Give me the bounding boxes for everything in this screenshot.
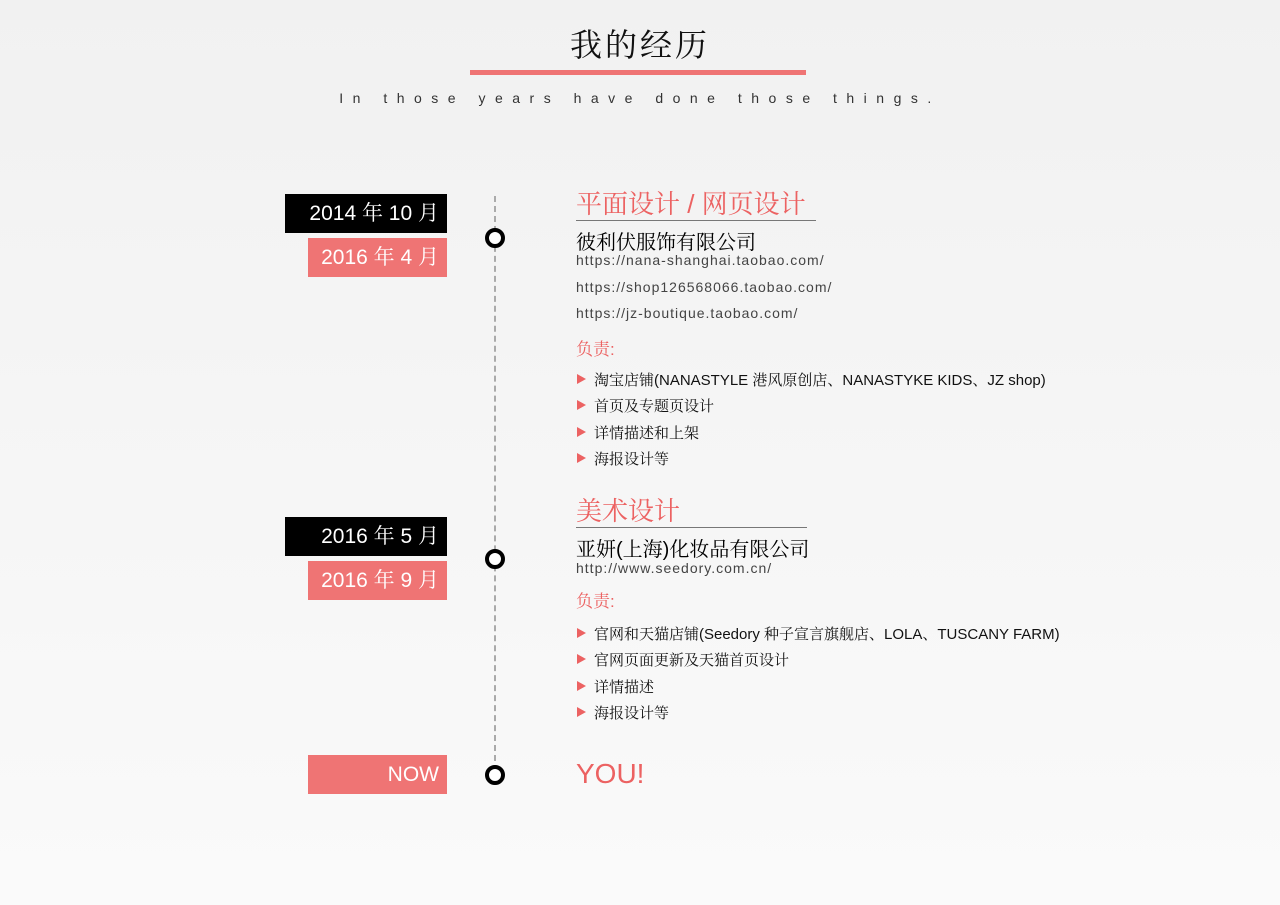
title-underline — [470, 70, 806, 75]
start-date: 2014 年 10 月 — [285, 194, 447, 233]
duty-item: 首页及专题页设计 — [577, 395, 714, 416]
now-text: YOU! — [576, 758, 645, 789]
triangle-bullet-icon — [577, 654, 586, 664]
duty-item: 详情描述和上架 — [577, 422, 699, 443]
company-name: 亚妍(上海)化妆品有限公司 — [576, 539, 810, 561]
triangle-bullet-icon — [577, 374, 586, 384]
duty-item: 海报设计等 — [577, 702, 669, 723]
job-title: 平面设计 / 网页设计 — [576, 189, 816, 221]
triangle-bullet-icon — [577, 681, 586, 691]
timeline-line — [494, 196, 496, 771]
url-link[interactable]: https://jz-boutique.taobao.com/ — [576, 305, 799, 321]
duty-item: 淘宝店铺(NANASTYLE 港风原创店、NANASTYKE KIDS、JZ shop) — [577, 369, 1046, 390]
timeline-node — [485, 549, 505, 569]
triangle-bullet-icon — [577, 427, 586, 437]
responsibility-label: 负责: — [576, 340, 615, 359]
timeline-node — [485, 228, 505, 248]
company-name: 彼利伏服饰有限公司 — [576, 232, 756, 254]
triangle-bullet-icon — [577, 707, 586, 717]
now-badge: NOW — [308, 755, 447, 794]
url-link[interactable]: https://nana-shanghai.taobao.com/ — [576, 252, 825, 268]
page-title: 我的经历 — [569, 27, 710, 63]
triangle-bullet-icon — [577, 628, 586, 638]
end-date: 2016 年 9 月 — [308, 561, 447, 600]
url-link[interactable]: https://shop126568066.taobao.com/ — [576, 279, 833, 295]
duty-item: 官网和天猫店铺(Seedory 种子宣言旗舰店、LOLA、TUSCANY FARM) — [577, 623, 1060, 644]
triangle-bullet-icon — [577, 400, 586, 410]
responsibility-label: 负责: — [576, 592, 615, 611]
duty-item: 海报设计等 — [577, 448, 669, 469]
duty-item: 官网页面更新及天猫首页设计 — [577, 649, 789, 670]
url-link[interactable]: http://www.seedory.com.cn/ — [576, 560, 773, 576]
timeline-node — [485, 765, 505, 785]
start-date: 2016 年 5 月 — [285, 517, 447, 556]
triangle-bullet-icon — [577, 453, 586, 463]
duty-item: 详情描述 — [577, 676, 654, 697]
end-date: 2016 年 4 月 — [308, 238, 447, 277]
page-subtitle: In those years have done those things. — [339, 90, 941, 106]
job-title: 美术设计 — [576, 496, 807, 528]
